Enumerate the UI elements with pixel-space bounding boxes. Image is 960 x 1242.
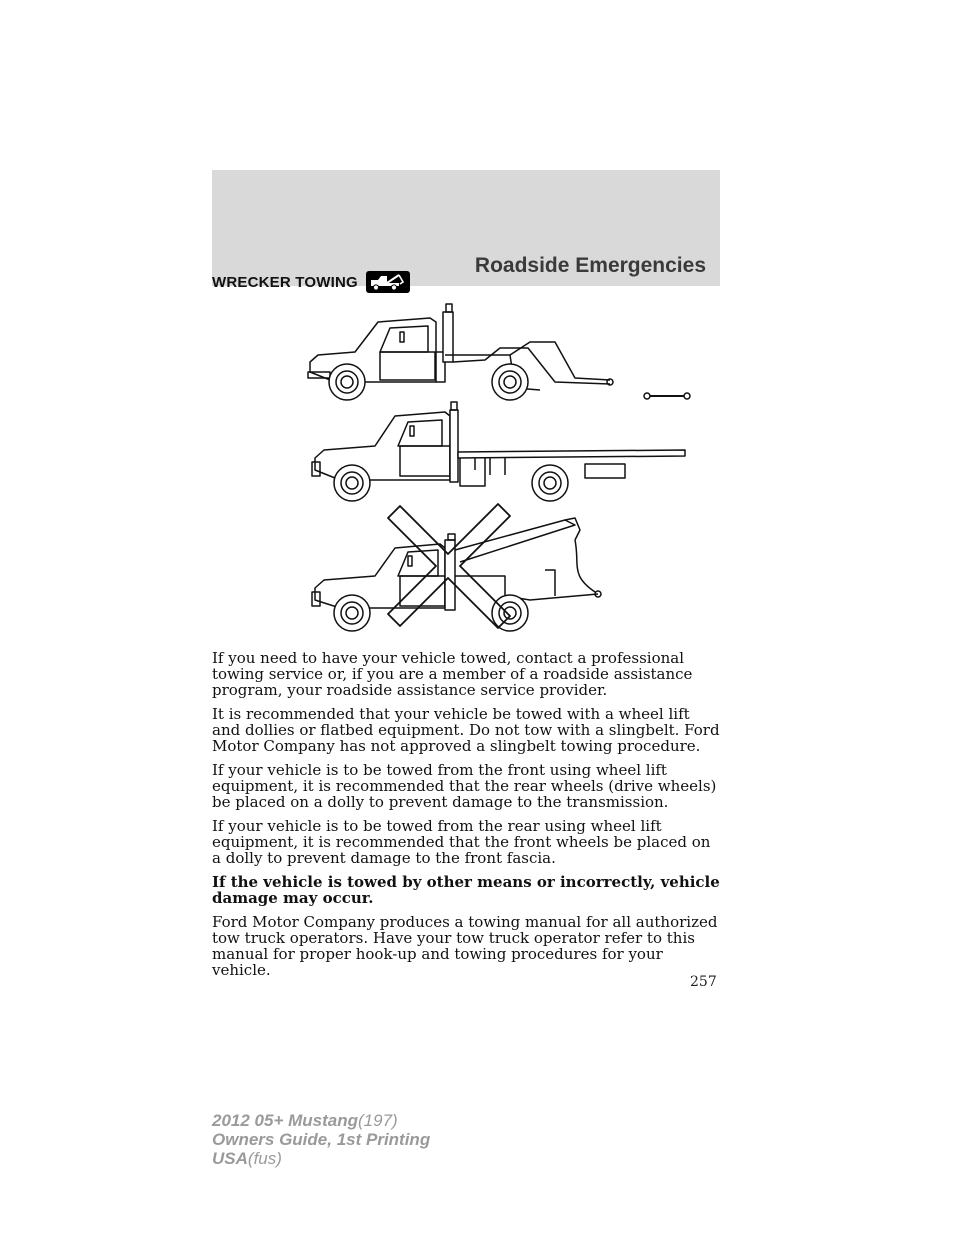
page-number: 257 [690, 974, 717, 990]
section-header: Roadside Emergencies [474, 254, 706, 277]
slingbelt-truck-icon [312, 504, 601, 631]
flatbed-truck-icon [312, 402, 685, 501]
paragraph: If your vehicle is to be towed from the rear using wheel lift equipment, it is recommended that the front wheels be placed on a dolly to prevent damage to the front fascia. [212, 817, 711, 867]
paragraph: If your vehicle is to be towed from the front using wheel lift equipment, it is recommended that the rear wheels (drive wheels) be placed on a dolly to prevent damage to the transmission. [212, 761, 717, 811]
paragraph: It is recommended that your vehicle be towed with a wheel lift and dollies or flatbed equipment. Do not tow with a slingbelt. Ford Motor Company has not approved a slingbelt towing procedure. [212, 705, 720, 755]
footer-code: (197) [358, 1111, 398, 1130]
footer-line-1 [212, 1111, 430, 1130]
warning-paragraph: If the vehicle is towed by other means or incorrectly, vehicle damage may occur. [212, 873, 720, 907]
towing-illustration [300, 300, 710, 645]
footer-model: 2012 05+ Mustang [212, 1111, 358, 1130]
footer-region-code: (fus) [247, 1149, 282, 1168]
footer-region: USA [212, 1149, 248, 1168]
paragraph: Ford Motor Company produces a towing manual for all authorized tow truck operators. Have your tow truck operator refer to this manual for proper hook-up and towing procedures for your vehicle. [212, 913, 718, 979]
wheel-lift-truck-icon [308, 304, 690, 400]
footer-guide: Owners Guide, 1st Printing [212, 1130, 431, 1149]
footer-line-3 [212, 1149, 430, 1168]
footer [212, 1111, 430, 1168]
tow-truck-icon [366, 271, 410, 293]
section-title [212, 271, 410, 293]
body-text [212, 650, 720, 986]
header-band [212, 170, 720, 286]
paragraph: If you need to have your vehicle towed, contact a professional towing service or, if you are a member of a roadside assistance program, your roadside assistance service provider. [212, 649, 693, 699]
footer-line-2 [212, 1130, 430, 1149]
section-title-text: WRECKER TOWING [212, 273, 358, 291]
